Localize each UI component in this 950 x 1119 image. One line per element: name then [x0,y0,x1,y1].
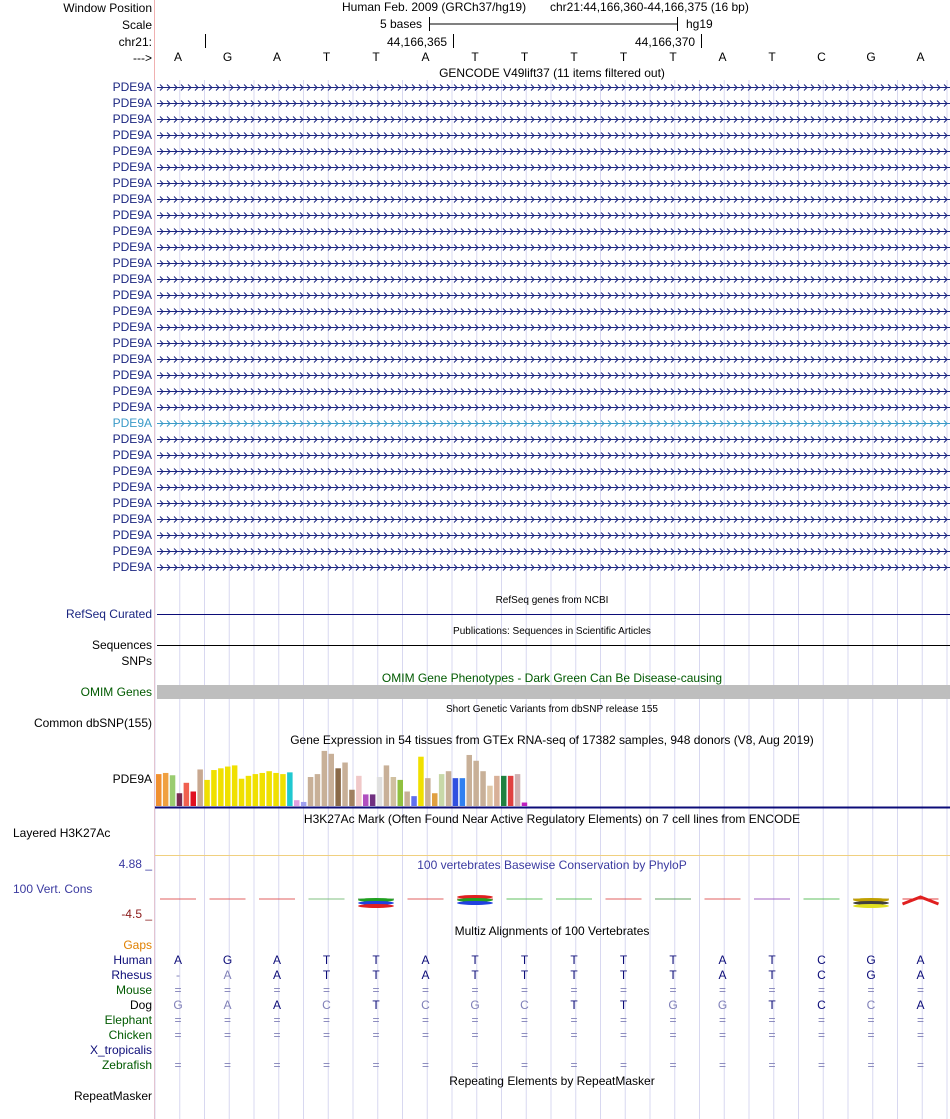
alignment-base: T [619,953,628,967]
alignment-base: A [272,998,282,1012]
alignment-base: G [717,998,728,1012]
gencode-gene-label[interactable]: PDE9A [112,224,152,238]
gencode-gene-label[interactable]: PDE9A [112,544,152,558]
h3k27ac-label[interactable]: Layered H3K27Ac [13,826,111,840]
omim-track-title[interactable]: OMIM Gene Phenotypes - Dark Green Can Be Disease-causing [381,671,723,685]
gtex-bar [253,774,259,806]
alignment-base: = [520,1013,529,1027]
species-label[interactable]: Chicken [108,1028,152,1042]
alignment-base: = [718,1013,727,1027]
refseq-track-title[interactable]: RefSeq genes from NCBI [495,595,609,606]
gtex-bar [411,796,417,806]
alignment-base: T [570,953,578,967]
h3k27ac-track-title[interactable]: H3K27Ac Mark (Often Found Near Active Regulatory Elements) on 7 cell lines from ENCODE [303,812,801,826]
gtex-bar [391,777,397,806]
alignment-base: = [718,983,727,997]
base-letter: T [570,50,578,64]
alignment-base: C [817,953,826,967]
gencode-gene-label[interactable]: PDE9A [112,384,152,398]
alignment-base: T [372,953,380,967]
gencode-gene-label[interactable]: PDE9A [112,432,152,446]
logo-glyph [358,904,394,908]
alignment-base: = [223,1013,232,1027]
alignment-base: T [520,953,529,967]
alignment-base: A [916,968,925,982]
gtex-bar [453,778,459,806]
alignment-base: G [222,953,233,967]
scale-bases: 5 bases [380,17,423,31]
gtex-bar [515,774,521,806]
alignment-base: = [768,1058,776,1072]
gtex-bar [322,751,328,806]
alignment-base: A [173,953,183,967]
gtex-bar [446,771,452,806]
gtex-bar [287,772,293,806]
phylop-max-label: 4.88 _ [118,857,152,871]
alignment-base: = [916,983,925,997]
alignment-base: = [817,983,826,997]
gencode-gene-label[interactable]: PDE9A [112,352,152,366]
gtex-bar [239,779,245,806]
base-letter: A [718,50,727,64]
gtex-bar [197,769,203,806]
multiz-track-title[interactable]: Multiz Alignments of 100 Vertebrates [454,924,650,938]
gtex-bar [349,790,355,806]
gtex-bar [329,754,335,806]
gtex-bar [308,777,314,806]
refseq-label[interactable]: RefSeq Curated [65,607,152,621]
alignment-base: = [322,983,331,997]
alignment-base: C [817,998,826,1012]
alignment-base: A [718,953,727,967]
alignment-base: G [470,998,480,1012]
gencode-gene-label[interactable]: PDE9A [112,336,152,350]
alignment-base: = [817,1028,826,1042]
phylop-min-label: -4.5 _ [121,907,152,921]
gencode-gene-label[interactable]: PDE9A [112,96,152,110]
gtex-bar [404,792,410,807]
alignment-base: T [669,953,677,967]
gtex-bar [363,794,369,806]
sequences-label[interactable]: Sequences [91,638,152,652]
alignment-base: = [768,1028,776,1042]
alignment-base: = [471,1058,479,1072]
alignment-base: = [174,983,182,997]
repeatmasker-label[interactable]: RepeatMasker [73,1089,152,1103]
gencode-gene-label[interactable]: PDE9A [112,304,152,318]
alignment-base: A [272,953,282,967]
gtex-bar [377,777,383,806]
alignment-base: T [570,998,578,1012]
species-label[interactable]: Rhesus [111,968,152,982]
gencode-gene-label[interactable]: PDE9A [112,400,152,414]
gencode-gene-label[interactable]: PDE9A [112,512,152,526]
strand-arrow-label[interactable]: ---> [133,51,152,65]
gencode-gene-label[interactable]: PDE9A [112,368,152,382]
gencode-gene-label[interactable]: PDE9A [112,80,152,94]
base-letter: T [471,50,479,64]
alignment-base: A [916,953,925,967]
gtex-bar [522,803,528,806]
alignment-base: = [174,1028,182,1042]
alignment-base: = [520,983,529,997]
gtex-bar [487,786,493,806]
repeatmasker-track-title[interactable]: Repeating Elements by RepeatMasker [449,1074,655,1088]
gtex-bar [342,763,348,807]
alignment-base: = [520,1028,529,1042]
dbsnp-label[interactable]: Common dbSNP(155) [33,716,152,730]
alignment-base: T [768,968,776,982]
alignment-base: T [471,968,479,982]
alignment-base: = [916,1013,925,1027]
gencode-gene-label[interactable]: PDE9A [112,272,152,286]
alignment-base: G [866,968,876,982]
gencode-gene-label[interactable]: PDE9A [112,192,152,206]
gtex-bar [335,768,341,806]
gencode-gene-label[interactable]: PDE9A [112,208,152,222]
alignment-base: A [421,968,430,982]
alignment-base: T [619,998,628,1012]
gtex-bar [439,774,445,806]
base-letter: T [669,50,677,64]
alignment-base: = [669,1058,677,1072]
gtex-bar [508,776,514,806]
alignment-base: = [174,1058,182,1072]
gencode-gene-label[interactable]: PDE9A [112,160,152,174]
gaps-label[interactable]: Gaps [123,938,152,952]
alignment-base: = [421,1028,430,1042]
gtex-bar [177,793,183,806]
alignment-base: = [619,1028,628,1042]
gencode-gene-label[interactable]: PDE9A [112,288,152,302]
alignment-base: A [272,968,282,982]
alignment-base: = [322,1013,331,1027]
gtex-bar [225,767,231,806]
gencode-gene-label[interactable]: PDE9A [112,416,152,430]
alignment-base: = [669,983,677,997]
gtex-bar [260,773,266,806]
chr-label: chr21: [118,35,152,49]
alignment-base: = [421,1058,430,1072]
phylop-track-title[interactable]: 100 vertebrates Basewise Conservation by PhyloP [417,858,687,872]
gtex-bar [480,771,486,806]
gtex-bar [163,773,169,806]
alignment-base: = [570,983,578,997]
gtex-bar [246,776,252,806]
base-letter: T [372,50,380,64]
alignment-base: = [421,1013,430,1027]
base-letter: G [222,50,233,64]
alignment-base: = [471,1028,479,1042]
base-letter: G [866,50,876,64]
gtex-bar [501,776,507,806]
alignment-base: = [768,983,776,997]
gencode-gene-label[interactable]: PDE9A [112,256,152,270]
gencode-gene-label[interactable]: PDE9A [112,496,152,510]
alignment-base: = [223,1028,232,1042]
base-letter: T [322,50,331,64]
gtex-bar [432,793,438,806]
assembly-title: Human Feb. 2009 (GRCh37/hg19) [342,0,527,14]
alignment-base: A [223,998,232,1012]
alignment-base: = [471,983,479,997]
alignment-base: = [570,1013,578,1027]
gencode-gene-label[interactable]: PDE9A [112,128,152,142]
alignment-base: = [867,1028,875,1042]
alignment-base: = [768,1013,776,1027]
alignment-base: = [273,983,281,997]
species-label[interactable]: Zebrafish [101,1058,152,1072]
alignment-base: = [322,1058,331,1072]
gtex-bar [191,792,197,807]
alignment-base: C [520,998,529,1012]
gtex-bar [473,761,479,806]
gtex-bar [170,775,176,806]
gencode-gene-label[interactable]: PDE9A [112,528,152,542]
alignment-base: = [619,1013,628,1027]
base-letter: C [817,50,826,64]
alignment-base: A [718,968,727,982]
gencode-gene-label[interactable]: PDE9A [112,144,152,158]
alignment-base: = [273,1028,281,1042]
alignment-base: T [372,998,380,1012]
gtex-bar [398,780,404,806]
alignment-base: = [817,1058,826,1072]
alignment-base: T [570,968,578,982]
sequences-track-title[interactable]: Publications: Sequences in Scientific Articles [453,626,651,637]
gencode-gene-label[interactable]: PDE9A [112,480,152,494]
gtex-bar [460,778,466,806]
alignment-base: = [718,1028,727,1042]
coord-label-2: 44,166,370 [635,35,696,49]
alignment-base: = [372,1058,380,1072]
base-letter: A [916,50,925,64]
alignment-base: = [916,1058,925,1072]
gtex-bar [418,757,424,806]
alignment-base: = [372,1028,380,1042]
alignment-base: G [668,998,678,1012]
base-letter: T [619,50,628,64]
coord-label-1: 44,166,365 [387,35,448,49]
logo-glyph [903,897,939,904]
gencode-gene-label[interactable]: PDE9A [112,320,152,334]
gtex-bar [184,783,190,806]
gtex-bar [294,800,300,806]
base-letter: A [173,50,183,64]
alignment-base: = [570,1058,578,1072]
alignment-base: = [867,1013,875,1027]
species-label[interactable]: Human [113,953,152,967]
alignment-base: T [372,968,380,982]
phylop-label[interactable]: 100 Vert. Cons [13,882,93,896]
base-letter: T [520,50,529,64]
gencode-gene-label[interactable]: PDE9A [112,560,152,574]
scale-label: Scale [121,18,152,32]
gtex-track-title[interactable]: Gene Expression in 54 tissues from GTEx RNA-seq of 17382 samples, 948 donors (V8, Aug 2019) [290,733,814,747]
gtex-bar [280,774,286,806]
gtex-gene-label[interactable]: PDE9A [112,772,152,786]
alignment-base: T [471,953,479,967]
gtex-bar [425,778,431,806]
alignment-base: = [817,1013,826,1027]
alignment-base: = [372,983,380,997]
alignment-base: = [322,1028,331,1042]
omim-label[interactable]: OMIM Genes [80,685,152,699]
position-title: chr21:44,166,360-44,166,375 (16 bp) [550,0,749,14]
gtex-bar [156,774,162,806]
alignment-base: A [421,953,430,967]
alignment-base: = [273,1058,281,1072]
alignment-base: = [471,1013,479,1027]
base-letter: T [768,50,776,64]
gtex-bar [211,770,217,806]
alignment-base: T [768,998,776,1012]
alignment-base: = [669,1013,677,1027]
gtex-bar [315,774,321,806]
base-letter: A [421,50,430,64]
gtex-bar [301,802,307,806]
gencode-gene-label[interactable]: PDE9A [112,112,152,126]
dbsnp-track-title[interactable]: Short Genetic Variants from dbSNP release 155 [446,704,658,715]
gtex-bar [218,768,224,806]
gencode-track-title[interactable]: GENCODE V49lift37 (11 items filtered out) [439,66,665,80]
gtex-bar [356,776,362,806]
alignment-base: C [421,998,430,1012]
alignment-base: A [916,998,925,1012]
alignment-base: T [669,968,677,982]
db-name: hg19 [686,17,713,31]
alignment-base: = [867,983,875,997]
gencode-gene-label[interactable]: PDE9A [112,464,152,478]
alignment-base: = [669,1028,677,1042]
alignment-base: = [570,1028,578,1042]
alignment-base: = [520,1058,529,1072]
gtex-bar [370,794,376,806]
alignment-base: G [173,998,183,1012]
alignment-base: T [520,968,529,982]
alignment-base: = [223,1058,232,1072]
gtex-bar [494,776,500,806]
alignment-base: = [421,983,430,997]
alignment-base: = [273,1013,281,1027]
alignment-base: C [866,998,876,1012]
logo-glyph [853,904,889,908]
alignment-base: T [768,953,776,967]
alignment-base: = [867,1058,875,1072]
gtex-bar [467,755,473,806]
base-letter: A [272,50,282,64]
alignment-base: G [866,953,876,967]
gtex-bar [384,765,390,806]
alignment-base: = [619,983,628,997]
gencode-gene-label[interactable]: PDE9A [112,240,152,254]
gtex-bar [204,780,210,806]
alignment-base: - [176,968,180,982]
alignment-base: = [223,983,232,997]
alignment-base: = [718,1058,727,1072]
alignment-base: T [619,968,628,982]
window-position-label: Window Position [63,1,152,15]
logo-glyph [457,901,493,905]
gencode-gene-label[interactable]: PDE9A [112,448,152,462]
species-label[interactable]: X_tropicalis [89,1043,152,1057]
snps-label[interactable]: SNPs [121,654,152,668]
alignment-base: = [372,1013,380,1027]
species-label[interactable]: Elephant [104,1013,152,1027]
alignment-base: A [223,968,232,982]
omim-bar [157,685,950,699]
alignment-base: T [322,953,331,967]
alignment-base: = [916,1028,925,1042]
gtex-bar [266,771,272,806]
alignment-base: = [174,1013,182,1027]
alignment-base: C [322,998,331,1012]
alignment-base: = [619,1058,628,1072]
alignment-base: T [322,968,331,982]
species-label[interactable]: Dog [129,998,152,1012]
alignment-base: C [817,968,826,982]
gtex-bar [273,773,279,806]
gtex-bar [232,765,238,806]
species-label[interactable]: Mouse [115,983,152,997]
gencode-gene-label[interactable]: PDE9A [112,176,152,190]
